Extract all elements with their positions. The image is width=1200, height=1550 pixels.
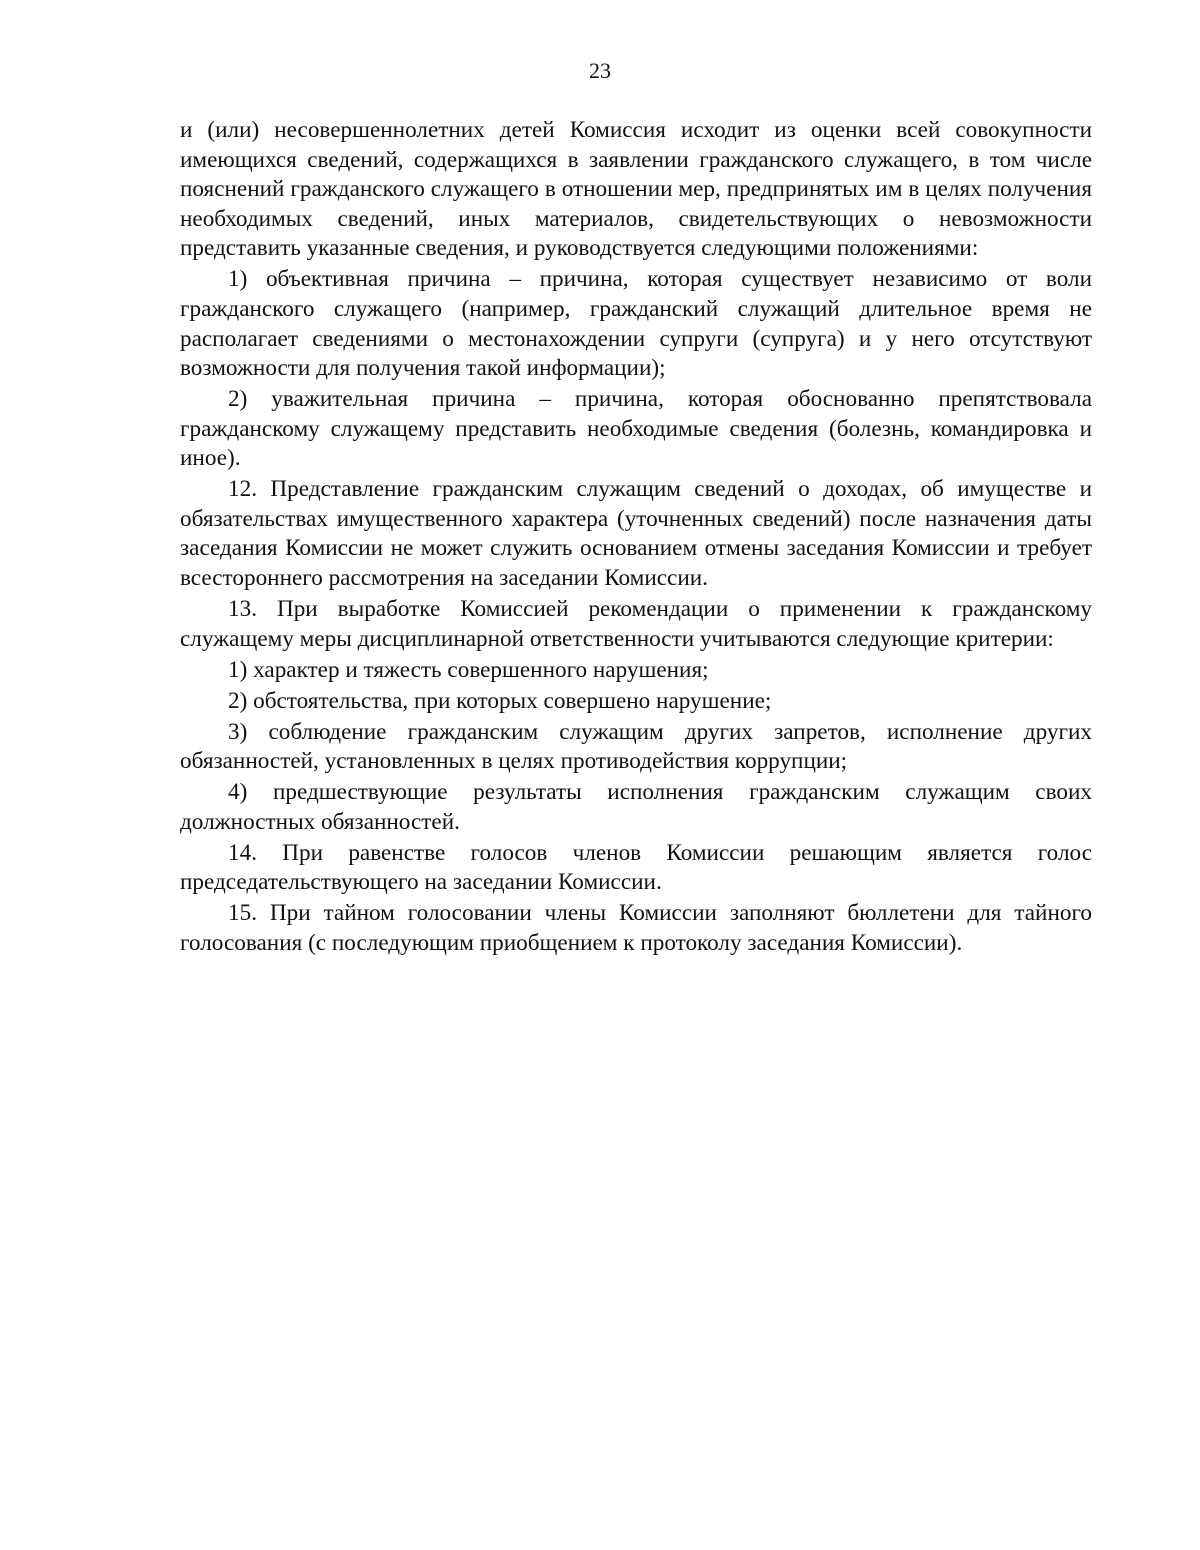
- paragraph-13: 13. При выработке Комиссией рекомендации о применении к гражданскому служащему меры дисциплинарной ответственности учитываются следующие критерии:: [180, 596, 1092, 652]
- paragraph-15: 15. При тайном голосовании члены Комиссии заполняют бюллетени для тайного голосования (с последующим приобщением к протоколу заседания Комиссии).: [180, 900, 1092, 956]
- paragraph-12: 12. Представление гражданским служащим сведений о доходах, об имуществе и обязательствах имущественного характера (уточненных сведений) после назначения даты заседания Комиссии не может служить основанием отмены заседания Комиссии и требует всестороннего рассмотрения на заседании Комиссии.: [180, 476, 1092, 592]
- paragraph-14: 14. При равенстве голосов членов Комиссии решающим является голос председательствующего на заседании Комиссии.: [180, 839, 1092, 896]
- document-body: [180, 116, 1092, 960]
- paragraph-criterion-2: 2) обстоятельства, при которых совершено нарушение;: [228, 687, 772, 714]
- paragraph-item-objective-reason: 1) объективная причина – причина, которая существует независимо от воли гражданского служащего (например, гражданский служащий длительное время не располагает сведениями о местонахождении супруги (супруга) и у него отсутствуют возможности для получения такой информации);: [180, 266, 1092, 382]
- paragraph-criterion-3: 3) соблюдение гражданским служащим других запретов, исполнение других обязанностей, установленных в целях противодействия коррупции;: [180, 718, 1092, 775]
- paragraph-item-valid-reason: 2) уважительная причина – причина, которая обоснованно препятствовала гражданскому служащему представить необходимые сведения (болезнь, командировка и иное).: [180, 386, 1092, 472]
- page-number: 23: [589, 58, 611, 83]
- paragraph-continuation: и (или) несовершеннолетних детей Комиссия исходит из оценки всей совокупности имеющихся сведений, содержащихся в заявлении гражданского служащего, в том числе пояснений гражданского служащего в отношении мер, предпринятых им в целях получения необходимых сведений, иных материалов, свидетельствующих о невозможности представить указанные сведения, и руководствуется следующими положениями:: [180, 117, 1092, 262]
- paragraph-criterion-4: 4) предшествующие результаты исполнения гражданским служащим своих должностных обязанностей.: [180, 779, 1092, 835]
- paragraph-criterion-1: 1) характер и тяжесть совершенного нарушения;: [228, 656, 709, 683]
